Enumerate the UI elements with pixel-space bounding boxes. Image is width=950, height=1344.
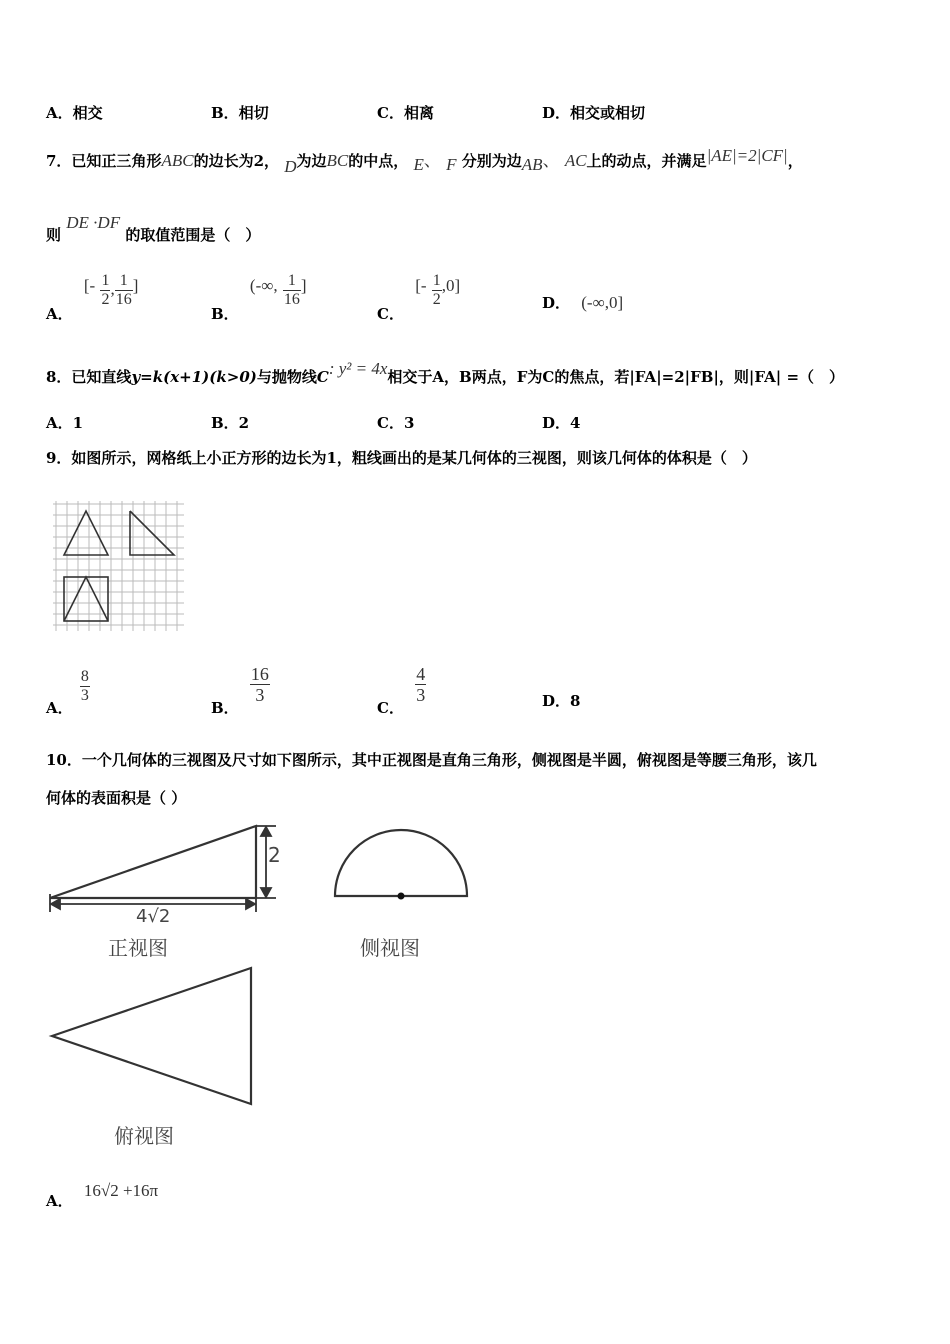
q8-option-a: A．1 [46,414,84,432]
bracket: [- [415,275,427,295]
q8-text: 相交于A，B两点，F为C的焦点，若|FA|=2|FB|，则|FA| =（ ） [387,368,845,386]
option-value: 16√2 +16π [83,1181,159,1200]
q7-option-d [542,292,623,313]
q7-stem-line2 [46,213,261,244]
q7-option-b [211,272,307,323]
isosceles-triangle [52,968,251,1104]
fraction: $\frac{16}{3}$ [250,664,269,705]
grid-lines [53,501,184,631]
q6-option-d: D．相交或相切 [542,104,646,122]
q7-text: 的取值范围是（ ） [125,226,261,244]
center-dot [398,893,405,900]
right-triangle [50,826,256,898]
q7-text: 分别为边 [461,152,522,170]
bracket: ] [300,275,307,295]
q7-separator: 、 [542,151,560,170]
q10-stem-line1: 10．一个几何体的三视图及尺寸如下图所示，其中正视图是直角三角形，侧视图是半圆，俯视图是等腰三角形，该几 [46,751,817,769]
q7-text: 7．已知正三角形 [46,152,162,170]
q7-text: 的边长为2， [193,152,280,170]
q7-stem-line1 [46,146,803,176]
option-label: B． [211,698,239,717]
bracket: (-∞, [249,275,278,295]
fraction: $\frac{8}{3}$ [80,668,89,704]
q10-option-a [46,1180,159,1210]
q7-math-f: F [446,155,457,174]
option-label: A． [46,698,73,717]
fraction: $\frac{1}{2}$ [101,272,110,308]
q8-option-b: B．2 [211,414,250,432]
q7-separator: 、 [423,151,441,170]
q7-math-ac: AC [564,151,587,170]
q6-option-a: A．相交 [46,104,103,122]
q8-line-equation: y=k(x+1)(k>0) [131,368,257,386]
q7-option-a: A． [- $\frac{1}{2}$ , $\frac{1}{16}$ ] [46,272,139,323]
q9-option-a [46,668,90,717]
front-view-height-label: 2 [268,843,281,867]
q7-dot-product: DE ·DF [66,213,121,232]
q7-math-abc: ABC [161,151,194,170]
side-view-caption: 侧视图 [360,936,420,960]
q9-option-b [211,664,270,717]
q9-option-c [377,664,426,717]
front-view-caption: 正视图 [108,936,168,960]
fraction: $\frac{1}{16}$ [115,272,132,308]
fraction: $\frac{4}{3}$ [416,664,426,705]
semicircle [335,830,467,896]
q9-three-view-grid-figure [52,500,187,632]
fraction: $\frac{1}{16}$ [283,272,300,308]
q10-top-view [44,962,259,1110]
q7-condition: |AE|=2|CF| [706,146,788,165]
q8-option-c: C．3 [377,414,415,432]
q10-side-view [330,820,475,902]
q10-front-view [40,820,300,920]
q6-option-c: C．相离 [377,104,434,122]
q7-text: 则 [46,226,62,244]
q8-text: 8．已知直线 [46,368,132,386]
q7-math-ab: AB [521,155,543,174]
q7-text: 的中点， [348,152,409,170]
q7-text: ， [787,152,803,170]
option-label: A． [46,1192,73,1210]
q10-stem-line2: 何体的表面积是（ ） [46,789,187,807]
q7-math-d: D [284,157,297,176]
q6-option-b: B．相切 [211,104,269,122]
q8-math-c: C [316,368,329,386]
q7-math-e: E [413,155,424,174]
q8-option-d: D．4 [542,414,581,432]
q7-text: 为边 [296,152,327,170]
bracket: ] [132,275,139,295]
option-value: (-∞,0] [581,293,624,312]
q7-option-c [377,272,461,323]
q9-option-d: D．8 [542,692,581,710]
q9-stem: 9．如图所示，网格纸上小正方形的边长为1，粗线画出的是某几何体的三视图，则该几何体的体积是（ ） [46,449,757,467]
q8-stem [46,359,845,387]
top-view-caption: 俯视图 [114,1124,174,1148]
option-label: A． [46,304,73,323]
option-label: C． [377,698,404,717]
front-view-width-label: 4√2 [136,906,171,927]
q7-text: 上的动点，并满足 [586,152,707,170]
option-label: D． [542,294,571,312]
fraction: $\frac{1}{2}$ [432,272,441,308]
bracket: [- [83,275,96,295]
option-label: C． [377,304,404,323]
thick-outlines [64,511,174,621]
q8-parabola: : y² = 4x [328,359,388,378]
bracket: ,0] [441,275,461,295]
option-label: B． [211,304,239,323]
q7-math-bc: BC [326,151,349,170]
q8-text: 与抛物线 [256,368,317,386]
